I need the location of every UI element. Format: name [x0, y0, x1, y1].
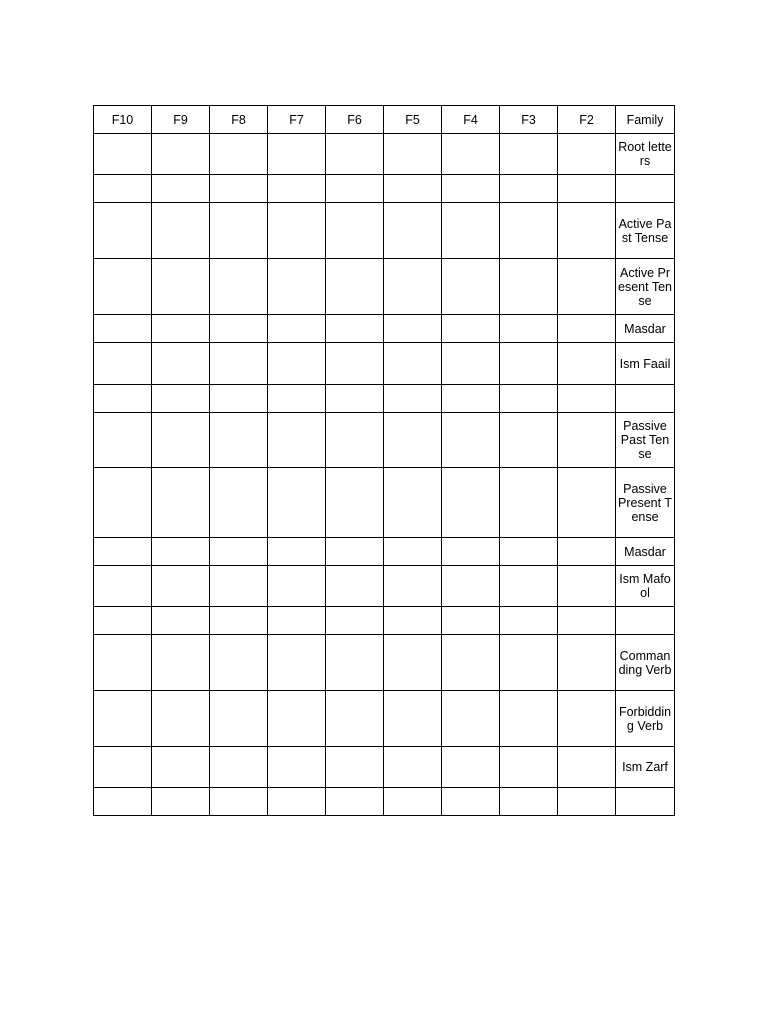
form-cell	[326, 538, 384, 566]
form-cell	[500, 468, 558, 538]
document-page	[93, 105, 675, 816]
header-f9: F9	[152, 106, 210, 134]
form-cell	[384, 538, 442, 566]
table-row	[94, 175, 675, 203]
form-cell	[152, 635, 210, 691]
form-cell	[500, 566, 558, 607]
form-cell	[500, 747, 558, 788]
form-cell	[210, 691, 268, 747]
form-cell	[210, 315, 268, 343]
form-cell	[384, 788, 442, 816]
form-cell	[152, 788, 210, 816]
form-cell	[442, 566, 500, 607]
form-cell	[94, 259, 152, 315]
family-label-cell: Ism Mafool	[616, 566, 675, 607]
header-f4: F4	[442, 106, 500, 134]
form-cell	[94, 203, 152, 259]
table-row	[94, 413, 675, 468]
form-cell	[500, 413, 558, 468]
form-cell	[210, 747, 268, 788]
form-cell	[268, 566, 326, 607]
form-cell	[268, 315, 326, 343]
form-cell	[94, 607, 152, 635]
form-cell	[558, 788, 616, 816]
form-cell	[326, 203, 384, 259]
table-row	[94, 691, 675, 747]
form-cell	[442, 413, 500, 468]
table-row	[94, 747, 675, 788]
form-cell	[94, 566, 152, 607]
header-f7: F7	[268, 106, 326, 134]
family-label-cell: Passive Past Tense	[616, 413, 675, 468]
family-label-cell	[616, 175, 675, 203]
form-cell	[94, 385, 152, 413]
form-cell	[500, 259, 558, 315]
form-cell	[268, 413, 326, 468]
table-row	[94, 203, 675, 259]
form-cell	[558, 315, 616, 343]
form-cell	[210, 259, 268, 315]
form-cell	[384, 343, 442, 385]
family-label-cell: Passive Present Tense	[616, 468, 675, 538]
form-cell	[442, 691, 500, 747]
family-label-cell: Ism Zarf	[616, 747, 675, 788]
table-row	[94, 538, 675, 566]
header-f8: F8	[210, 106, 268, 134]
form-cell	[442, 315, 500, 343]
form-cell	[442, 259, 500, 315]
form-cell	[442, 538, 500, 566]
form-cell	[94, 635, 152, 691]
form-cell	[384, 691, 442, 747]
family-label-cell	[616, 385, 675, 413]
family-label-cell: Ism Faail	[616, 343, 675, 385]
form-cell	[500, 315, 558, 343]
form-cell	[558, 635, 616, 691]
form-cell	[384, 315, 442, 343]
form-cell	[326, 635, 384, 691]
form-cell	[94, 747, 152, 788]
form-cell	[326, 607, 384, 635]
form-cell	[94, 315, 152, 343]
table-row	[94, 468, 675, 538]
family-label-cell: Root letters	[616, 134, 675, 175]
form-cell	[210, 538, 268, 566]
family-label-cell	[616, 788, 675, 816]
form-cell	[94, 413, 152, 468]
table-row	[94, 635, 675, 691]
form-cell	[442, 635, 500, 691]
form-cell	[152, 538, 210, 566]
form-cell	[500, 134, 558, 175]
header-f10: F10	[94, 106, 152, 134]
form-cell	[442, 134, 500, 175]
form-cell	[210, 175, 268, 203]
form-cell	[558, 691, 616, 747]
family-label-cell: Active Past Tense	[616, 203, 675, 259]
table-row	[94, 134, 675, 175]
form-cell	[500, 175, 558, 203]
form-cell	[500, 538, 558, 566]
header-f6: F6	[326, 106, 384, 134]
form-cell	[152, 413, 210, 468]
form-cell	[442, 343, 500, 385]
form-cell	[326, 175, 384, 203]
form-cell	[442, 747, 500, 788]
form-cell	[210, 413, 268, 468]
form-cell	[210, 134, 268, 175]
form-cell	[152, 203, 210, 259]
form-cell	[500, 691, 558, 747]
header-f5: F5	[384, 106, 442, 134]
form-cell	[94, 343, 152, 385]
form-cell	[268, 691, 326, 747]
table-row	[94, 788, 675, 816]
form-cell	[558, 259, 616, 315]
form-cell	[210, 468, 268, 538]
form-cell	[94, 538, 152, 566]
header-f2: F2	[558, 106, 616, 134]
form-cell	[558, 343, 616, 385]
form-cell	[442, 607, 500, 635]
form-cell	[152, 691, 210, 747]
form-cell	[210, 635, 268, 691]
form-cell	[500, 343, 558, 385]
form-cell	[268, 607, 326, 635]
form-cell	[384, 203, 442, 259]
form-cell	[268, 134, 326, 175]
family-label-cell: Masdar	[616, 315, 675, 343]
form-cell	[152, 566, 210, 607]
form-cell	[268, 747, 326, 788]
form-cell	[384, 635, 442, 691]
table-row	[94, 385, 675, 413]
form-cell	[152, 385, 210, 413]
form-cell	[326, 468, 384, 538]
form-cell	[384, 566, 442, 607]
family-label-cell	[616, 607, 675, 635]
form-cell	[210, 203, 268, 259]
form-cell	[152, 134, 210, 175]
form-cell	[268, 635, 326, 691]
form-cell	[558, 413, 616, 468]
table-row	[94, 607, 675, 635]
verb-family-table	[93, 105, 675, 816]
form-cell	[210, 343, 268, 385]
family-label-cell: Masdar	[616, 538, 675, 566]
form-cell	[384, 134, 442, 175]
form-cell	[326, 259, 384, 315]
form-cell	[442, 385, 500, 413]
form-cell	[384, 747, 442, 788]
form-cell	[152, 343, 210, 385]
form-cell	[384, 175, 442, 203]
form-cell	[442, 203, 500, 259]
form-cell	[268, 538, 326, 566]
form-cell	[268, 343, 326, 385]
form-cell	[558, 566, 616, 607]
form-cell	[268, 468, 326, 538]
form-cell	[384, 468, 442, 538]
form-cell	[558, 538, 616, 566]
form-cell	[268, 203, 326, 259]
form-cell	[558, 134, 616, 175]
form-cell	[326, 788, 384, 816]
header-row	[94, 106, 675, 134]
form-cell	[558, 747, 616, 788]
form-cell	[152, 175, 210, 203]
form-cell	[210, 385, 268, 413]
form-cell	[384, 385, 442, 413]
header-f3: F3	[500, 106, 558, 134]
form-cell	[442, 468, 500, 538]
family-label-cell: Active Present Tense	[616, 259, 675, 315]
form-cell	[210, 788, 268, 816]
form-cell	[210, 607, 268, 635]
table-row	[94, 259, 675, 315]
form-cell	[500, 203, 558, 259]
form-cell	[558, 468, 616, 538]
form-cell	[326, 343, 384, 385]
form-cell	[326, 413, 384, 468]
form-cell	[384, 607, 442, 635]
form-cell	[500, 635, 558, 691]
form-cell	[152, 259, 210, 315]
form-cell	[384, 259, 442, 315]
form-cell	[94, 134, 152, 175]
form-cell	[442, 788, 500, 816]
form-cell	[558, 203, 616, 259]
form-cell	[152, 315, 210, 343]
form-cell	[326, 566, 384, 607]
form-cell	[500, 607, 558, 635]
form-cell	[152, 747, 210, 788]
form-cell	[326, 385, 384, 413]
form-cell	[384, 413, 442, 468]
form-cell	[94, 788, 152, 816]
form-cell	[152, 607, 210, 635]
form-cell	[94, 175, 152, 203]
form-cell	[268, 385, 326, 413]
form-cell	[326, 315, 384, 343]
form-cell	[210, 566, 268, 607]
form-cell	[94, 691, 152, 747]
form-cell	[442, 175, 500, 203]
form-cell	[268, 175, 326, 203]
family-label-cell: Forbidding Verb	[616, 691, 675, 747]
form-cell	[326, 747, 384, 788]
header-family: Family	[616, 106, 675, 134]
form-cell	[326, 134, 384, 175]
form-cell	[558, 175, 616, 203]
form-cell	[326, 691, 384, 747]
form-cell	[558, 607, 616, 635]
family-label-cell: Commanding Verb	[616, 635, 675, 691]
form-cell	[268, 788, 326, 816]
form-cell	[152, 468, 210, 538]
form-cell	[268, 259, 326, 315]
form-cell	[500, 385, 558, 413]
table-row	[94, 315, 675, 343]
form-cell	[558, 385, 616, 413]
table-row	[94, 566, 675, 607]
table-row	[94, 343, 675, 385]
table-body	[94, 134, 675, 816]
form-cell	[94, 468, 152, 538]
form-cell	[500, 788, 558, 816]
